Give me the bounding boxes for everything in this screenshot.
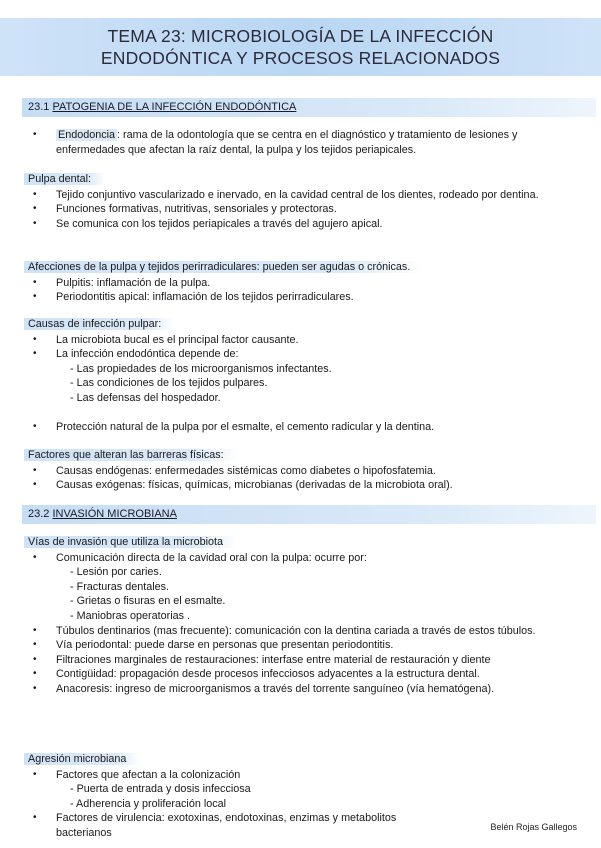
list-subitem: - Maniobras operatorias . <box>70 609 191 622</box>
list-item: • Contigüidad: propagación desde procesos infecciosos adyacentes a la estructura dental. <box>28 667 588 682</box>
factores-block <box>28 448 588 493</box>
title-banner <box>0 18 601 76</box>
spacer <box>28 406 588 420</box>
pulpa-block <box>28 172 588 231</box>
endodoncia-block <box>28 128 588 157</box>
list-subitem: - Puerta de entrada y dosis infecciosa <box>70 783 251 796</box>
subheading-causas: Causas de infección pulpar: <box>24 318 175 330</box>
subheading-pulpa: Pulpa dental: <box>24 173 105 185</box>
subheading-vias: Vías de invasión que utiliza la microbiota <box>24 536 237 548</box>
vias-block <box>28 535 588 697</box>
subheading-factores: Factores que alteran las barreras físicas: <box>24 449 238 461</box>
list-subitem: - Lesión por caries. <box>70 566 162 579</box>
section-heading-23-1 <box>22 98 596 117</box>
title-line-2: ENDODÓNTICA Y PROCESOS RELACIONADOS <box>100 48 501 68</box>
list-item: • Factores que afectan a la colonización <box>28 768 408 783</box>
list-subitem: - Grietas o fisuras en el esmalte. <box>70 595 226 608</box>
causas-block <box>28 317 588 434</box>
list-item: • Causas endógenas: enfermedades sistémicas como diabetes o hipofosfatemia. <box>28 464 588 479</box>
list-item <box>28 128 588 157</box>
section-number: 23.1 <box>28 101 50 113</box>
list-subitem: - Las propiedades de los microorganismos infectantes. <box>70 362 332 375</box>
list-item: • Vía periodontal: puede darse en personas que presentan periodontitis. <box>28 638 588 653</box>
subheading-afecciones: Afecciones de la pulpa y tejidos perirradiculares: pueden ser agudas o crónicas. <box>24 261 424 273</box>
list-item: • Funciones formativas, nutritivas, sensoriales y protectoras. <box>28 202 588 217</box>
list-subitem: - Las condiciones de los tejidos pulpares. <box>70 377 268 390</box>
section-heading-23-2 <box>22 505 596 524</box>
list-subitem: - Las defensas del hospedador. <box>70 391 221 404</box>
list-item: • Comunicación directa de la cavidad oral con la pulpa: ocurre por: <box>28 551 588 566</box>
list-item: • Pulpitis: inflamación de la pulpa. <box>28 276 588 291</box>
list-item: • Filtraciones marginales de restauraciones: interfase entre material de restauración y diente <box>28 653 588 668</box>
list-item: • Túbulos dentinarios (mas frecuente): comunicación con la dentina cariada a través de estos túbulos. <box>28 624 588 639</box>
title-line-1: TEMA 23: MICROBIOLOGÍA DE LA INFECCIÓN <box>107 26 494 46</box>
list-item: • Protección natural de la pulpa por el esmalte, el cemento radicular y la dentina. <box>28 420 588 435</box>
afecciones-block <box>28 260 588 305</box>
endodoncia-definition: : rama de la odontología que se centra en el diagnóstico y tratamiento de lesiones y enfermedades que afectan la raíz dental, la pulpa y los tejidos periapicales. <box>56 129 518 156</box>
list-item: • Se comunica con los tejidos periapicales a través del agujero apical. <box>28 217 588 232</box>
list-subitem: - Fracturas dentales. <box>70 580 170 593</box>
list-item: • Factores de virulencia: exotoxinas, endotoxinas, enzimas y metabolitos bacterianos <box>28 811 408 840</box>
list-item: • Periodontitis apical: inflamación de los tejidos perirradiculares. <box>28 290 588 305</box>
section-number: 23.2 <box>28 508 50 520</box>
term-endodoncia: Endodoncia <box>58 129 116 141</box>
list-item: • Causas exógenas: físicas, químicas, microbianas (derivadas de la microbiota oral). <box>28 478 588 493</box>
section-title: INVASIÓN MICROBIANA <box>52 508 177 520</box>
list-subitem: - Adherencia y proliferación local <box>70 797 227 810</box>
list-item: • Anacoresis: ingreso de microorganismos a través del torrente sanguíneo (vía hematógena). <box>28 682 588 697</box>
list-item: • Tejido conjuntivo vascularizado e inervado, en la cavidad central de los dientes, rodeado por dentina. <box>28 188 588 203</box>
agresion-block <box>28 752 408 841</box>
author-signature: Belén Rojas Gallegos <box>490 822 577 832</box>
section-title: PATOGENIA DE LA INFECCIÓN ENDODÓNTICA <box>52 101 297 113</box>
list-item: • La infección endodóntica depende de: <box>28 347 588 362</box>
list-item: • La microbiota bucal es el principal factor causante. <box>28 333 588 348</box>
subheading-agresion: Agresión microbiana <box>24 753 140 765</box>
